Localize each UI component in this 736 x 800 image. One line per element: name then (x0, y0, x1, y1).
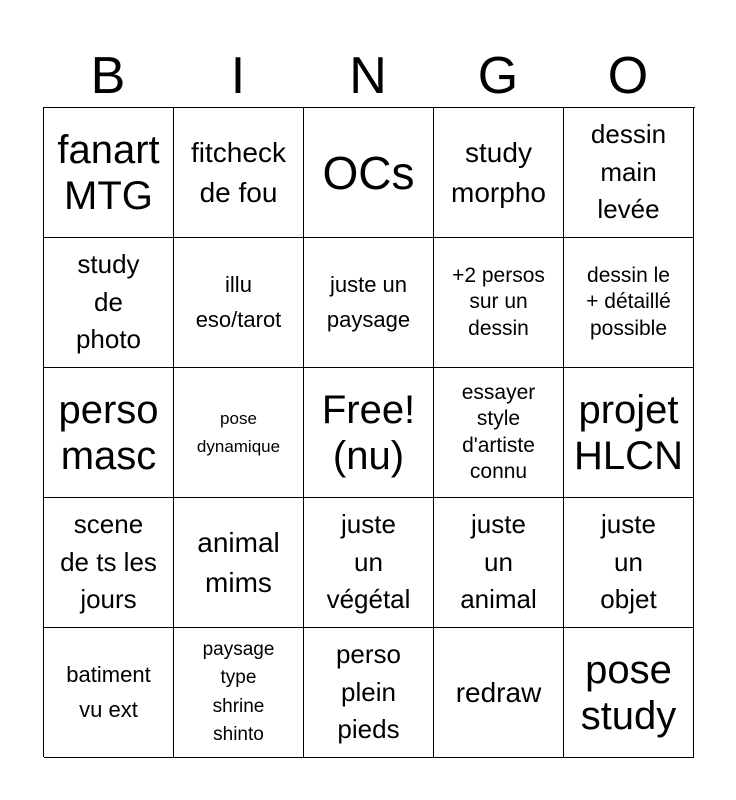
cell-text: pose study (580, 647, 677, 738)
bingo-cell[interactable] (44, 498, 174, 628)
bingo-cell[interactable] (174, 498, 304, 628)
bingo-cell[interactable] (564, 628, 694, 758)
bingo-cell[interactable] (44, 368, 174, 498)
cell-text: essayer style d'artiste connu (461, 381, 536, 483)
bingo-cell[interactable] (564, 498, 694, 628)
bingo-cell[interactable] (434, 238, 564, 368)
header-letter-o: O (607, 47, 649, 105)
header-letter-i: I (230, 47, 246, 105)
cell-text: pose dynamique (196, 409, 281, 456)
cell-text: perso masc (58, 387, 159, 478)
bingo-cell[interactable] (564, 108, 694, 238)
bingo-cell[interactable] (304, 238, 434, 368)
bingo-cell[interactable] (174, 368, 304, 498)
cell-text: +2 persos sur un dessin (452, 264, 545, 340)
cell-text: OCs (322, 146, 415, 199)
bingo-cell[interactable] (174, 108, 304, 238)
bingo-board (43, 107, 695, 757)
bingo-cell[interactable] (434, 368, 564, 498)
bingo-cell[interactable] (434, 108, 564, 238)
cell-text: fanart MTG (57, 127, 160, 218)
bingo-cell[interactable] (44, 628, 174, 758)
cell-text: illu eso/tarot (195, 272, 282, 332)
cell-text: scene de ts les jours (60, 508, 157, 615)
bingo-cell[interactable] (564, 368, 694, 498)
cell-text: projet HLCN (574, 387, 683, 478)
header-letter-n: N (349, 47, 387, 105)
cell-text: study morpho (451, 137, 546, 208)
header-letter-b: B (90, 47, 126, 105)
header-letter-g: G (477, 47, 519, 105)
bingo-cell[interactable] (174, 238, 304, 368)
bingo-header (43, 46, 693, 106)
cell-text: dessin main levée (590, 118, 667, 225)
cell-text: juste un végétal (326, 508, 411, 615)
cell-text: fitcheck de fou (191, 137, 286, 208)
cell-text: paysage type shrine shinto (202, 638, 275, 745)
bingo-cell[interactable] (304, 368, 434, 498)
bingo-cell[interactable] (434, 628, 564, 758)
cell-text: juste un objet (600, 508, 657, 615)
bingo-cell[interactable] (304, 108, 434, 238)
cell-text: batiment vu ext (66, 662, 151, 722)
bingo-cell[interactable] (44, 108, 174, 238)
bingo-cell[interactable] (564, 238, 694, 368)
cell-text: perso plein pieds (335, 638, 402, 745)
bingo-cell[interactable] (304, 498, 434, 628)
cell-text: juste un paysage (326, 272, 411, 332)
cell-text: dessin le + détaillé possible (586, 264, 671, 340)
cell-text: animal mims (197, 527, 280, 598)
bingo-cell[interactable] (174, 628, 304, 758)
cell-text: juste un animal (460, 508, 537, 615)
bingo-cell[interactable] (434, 498, 564, 628)
cell-text: redraw (455, 676, 542, 708)
cell-text: Free! (nu) (321, 387, 416, 478)
cell-text: study de photo (75, 248, 142, 355)
bingo-cell[interactable] (304, 628, 434, 758)
bingo-cell[interactable] (44, 238, 174, 368)
